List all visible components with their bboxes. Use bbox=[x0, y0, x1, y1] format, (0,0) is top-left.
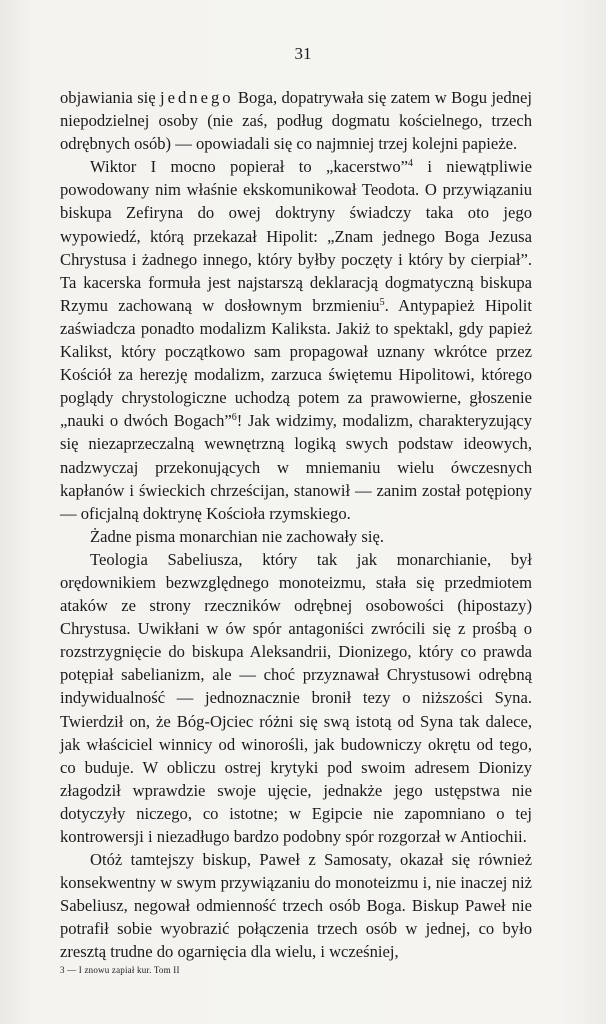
paragraph-2-part-1: Wiktor I mocno popierał to „kacerstwo” bbox=[90, 157, 408, 177]
paragraph-4: Teologia Sabeliusza, który tak jak monarchianie, był orędownikiem bezwzględnego monoteizmu, stała się przedmiotem ataków ze strony rzeczników odrębnej osobowości (hipostazy) Chrystusa. Uwikłani w ów spór antagoniści zwrócili się z prośbą o rozstrzygnięcie do biskupa Aleksandrii, Dionizego, który co prawda potępiał sabelianizm, ale — choć przyznawał Chrystusowi odrębną indywidualność — jednoznacznie bronił tezy o niższości Syna. Twierdził on, że Bóg-Ojciec różni się swą istotą od Syna tak dalece, jak właściciel winnicy od winorośli, jak budowniczy okrętu od tego, co buduje. W obliczu ostrej krytyki pod swoim adresem Dionizy złagodził wprawdzie swoje ujęcie, jednakże jego ustępstwa nie dotyczyły niczego, co istotne; w Egipcie nie zapomniano o tej kontrowersji i niezadługo bardzo podobny spór rozgorzał w Antiochii. bbox=[60, 549, 532, 846]
footnote-ref-6: 6 bbox=[231, 412, 237, 424]
paragraph-1-rest: Boga, dopatrywała się zatem w Bogu jednej niepodzielnej osoby (nie zaś, podług dogmatu kościelnego, trzech odrębnych osób) — opowiadali się co najmniej trzej kolejni papieże. bbox=[60, 88, 532, 154]
paragraph-1 bbox=[60, 86, 532, 155]
paragraph-2-part-3: . Antypapież Hipolit zaświadcza ponadto modalizm Kaliksta. Jakiż to spektakl, gdy papież Kalikst, który początkowo sam propagował uznany wkrótce przez Kościół za herezję modalizm, zarzuca świętemu Hipolitowi, którego poglądy chrystologiczne uchodzą potem za prawowierne, głoszenie „nauki o dwóch Bogach” bbox=[60, 295, 532, 431]
body-text bbox=[60, 86, 532, 964]
footnote-ref-5: 5 bbox=[379, 296, 385, 308]
footnote-ref-4: 4 bbox=[408, 158, 413, 170]
printer-signature: 3 — I znowu zapiał kur. Tom II bbox=[60, 965, 180, 975]
paragraph-5: Otóż tamtejszy biskup, Paweł z Samosaty, okazał się również konsekwentny w swym przywiązaniu do monoteizmu i, nie inaczej niż Sabeliusz, negował odmienność trzech osób Boga. Biskup Paweł nie potrafił sobie wyobrazić połączenia trzech osób w jednej, co było zresztą trudne do ogarnięcia dla wielu, i wcześniej, bbox=[60, 850, 532, 962]
paragraph-2-part-2: i niewątpliwie powodowany nim właśnie ekskomunikował Teodota. O przywiązaniu biskupa Zefiryna do owej doktryny świadczy taka oto jego wypowiedź, którą przekazał Hipolit: „Znam jednego Boga Jezusa Chrystusa i żadnego innego, który byłby poczęty i który by cierpiał”. Ta kacerska formuła jest najstarszą deklaracją dogmatyczną biskupa Rzymu zachowaną w dosłownym brzmieniu bbox=[60, 157, 532, 315]
spaced-emphasis-word: jednego bbox=[160, 88, 234, 107]
paragraph-2-part-4: ! Jak widzimy, modalizm, charakteryzujący się niezaprzeczalną wewnętrzną logiką swych podstaw ideowych, nadzwyczaj przekonujących w mniemaniu wielu ówczesnych kapłanów i świeckich chrześcijan, stanowił — zanim został potępiony — oficjalną doktrynę Kościoła rzymskiego. bbox=[60, 411, 532, 523]
page-number: 31 bbox=[294, 44, 312, 63]
paragraph-1-start: objawiania się bbox=[60, 88, 161, 107]
paragraph-3: Żadne pisma monarchian nie zachowały się. bbox=[90, 526, 384, 546]
paragraph-2 bbox=[60, 155, 532, 525]
